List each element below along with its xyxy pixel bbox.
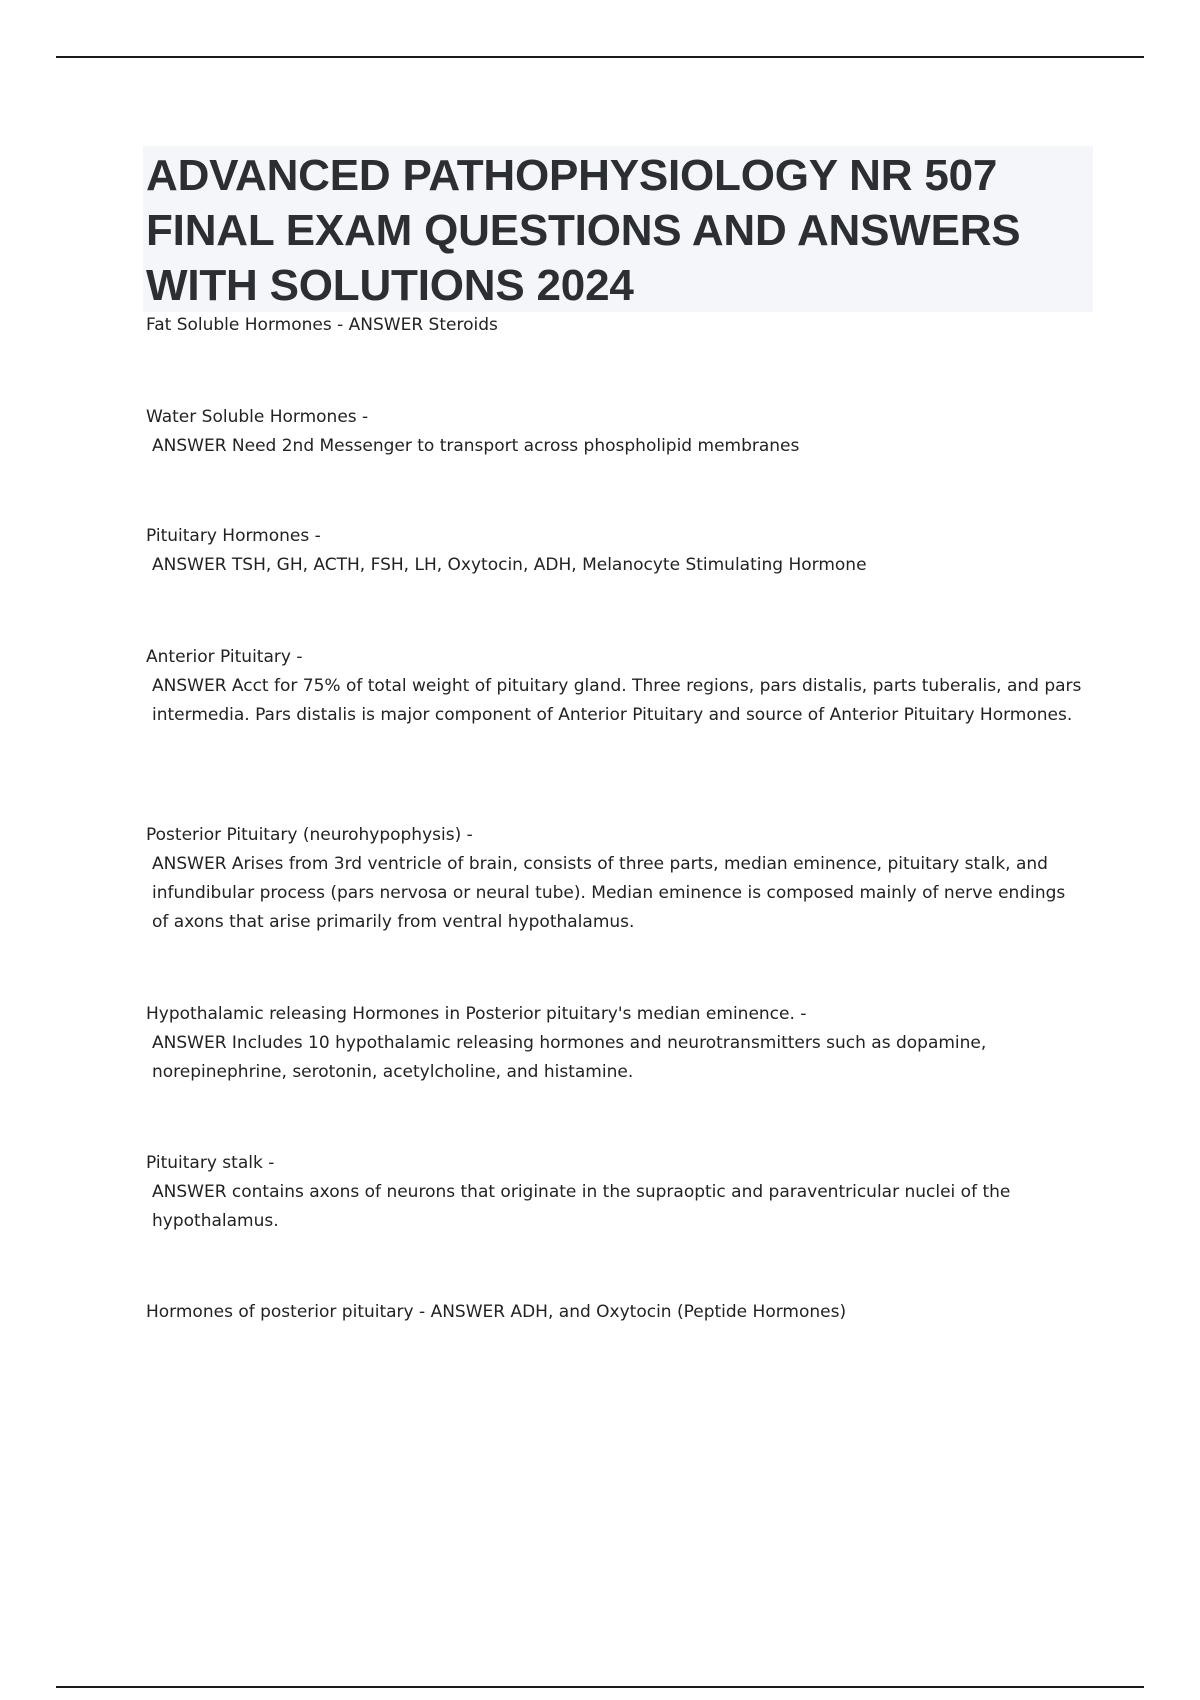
qa-item-pituitary-hormones — [146, 522, 1086, 580]
question-text: Anterior Pituitary - — [146, 647, 303, 667]
question-text: Hormones of posterior pituitary — [146, 1302, 414, 1322]
qa-item-posterior-pituitary-hormones — [146, 1298, 1086, 1327]
answer-text: ANSWER Includes 10 hypothalamic releasing hormones and neurotransmitters such as dopamine, norepinephrine, serotonin, acetylcholine, and histamine. — [152, 1033, 987, 1082]
answer-text: ANSWER Arises from 3rd ventricle of brain, consists of three parts, median eminence, pituitary stalk, and infundibular process (pars nervosa or neural tube). Median eminence is composed mainly of nerve endings of axons that arise primarily from ventral hypothalamus. — [152, 854, 1066, 932]
answer-text: ANSWER Steroids — [348, 315, 498, 335]
qa-item-posterior-pituitary — [146, 821, 1086, 937]
question-text: Hypothalamic releasing Hormones in Posterior pituitary's median eminence. - — [146, 1004, 807, 1024]
question-text: Fat Soluble Hormones — [146, 315, 332, 335]
separator: - — [331, 315, 349, 335]
qa-item-water-soluble-hormones — [146, 403, 1086, 461]
separator: - — [413, 1302, 431, 1322]
bottom-divider — [56, 1686, 1144, 1688]
document-title: ADVANCED PATHOPHYSIOLOGY NR 507 FINAL EXAM QUESTIONS AND ANSWERS WITH SOLUTIONS 2024 — [146, 151, 1021, 310]
qa-item-pituitary-stalk — [146, 1149, 1086, 1236]
question-text: Posterior Pituitary (neurohypophysis) - — [146, 825, 473, 845]
qa-item-anterior-pituitary — [146, 643, 1086, 730]
answer-text: ANSWER Need 2nd Messenger to transport across phospholipid membranes — [152, 436, 800, 456]
answer-text: ANSWER TSH, GH, ACTH, FSH, LH, Oxytocin, ADH, Melanocyte Stimulating Hormone — [152, 555, 867, 575]
answer-text: ANSWER ADH, and Oxytocin (Peptide Hormones) — [430, 1302, 847, 1322]
answer-text: ANSWER contains axons of neurons that originate in the supraoptic and paraventricular nuclei of the hypothalamus. — [152, 1182, 1011, 1231]
answer-text: ANSWER Acct for 75% of total weight of pituitary gland. Three regions, pars distalis, parts tuberalis, and pars intermedia. Pars distalis is major component of Anterior Pituitary and source of Anterior Pituitary Hormones. — [152, 676, 1082, 725]
qa-item-hypothalamic-releasing-hormones — [146, 1000, 1086, 1087]
question-text: Pituitary stalk - — [146, 1153, 275, 1173]
top-divider — [56, 56, 1144, 58]
question-text: Pituitary Hormones - — [146, 526, 321, 546]
qa-item-fat-soluble-hormones — [146, 311, 1086, 340]
question-text: Water Soluble Hormones - — [146, 407, 369, 427]
